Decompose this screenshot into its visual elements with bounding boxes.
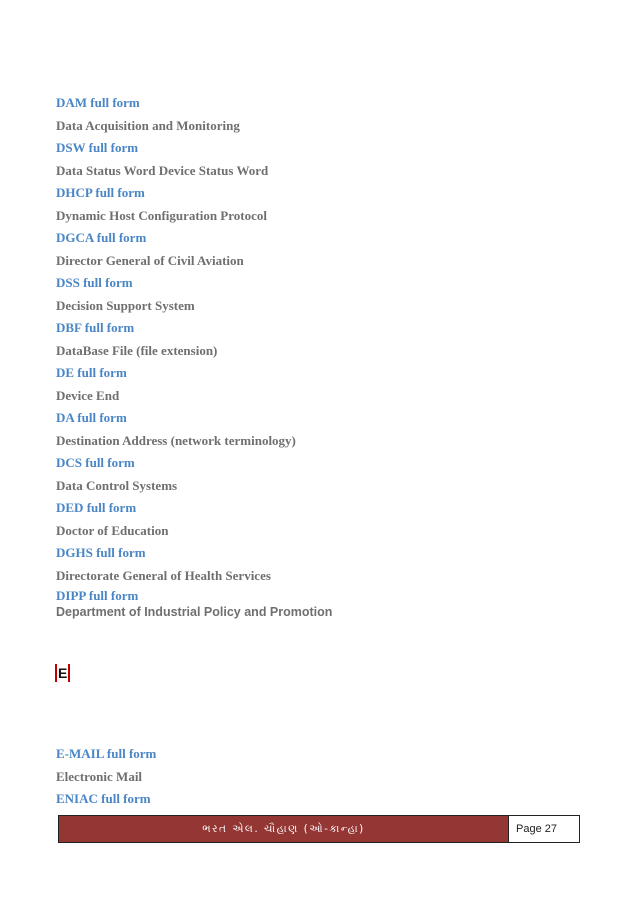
- glossary-entry: [56, 788, 576, 811]
- entry-meaning: Data Acquisition and Monitoring: [56, 117, 240, 133]
- entry-abbreviation: DAM full form: [56, 95, 140, 110]
- entry-meaning: Director General of Civil Aviation: [56, 252, 244, 268]
- entry-meaning: Decision Support System: [56, 297, 195, 313]
- entry-abbreviation: DIPP full form: [56, 588, 139, 603]
- glossary-entry: [56, 587, 576, 620]
- entry-meaning: Doctor of Education: [56, 522, 169, 538]
- entry-abbreviation: DSW full form: [56, 140, 139, 155]
- entry-abbreviation: DCS full form: [56, 455, 135, 470]
- entry-abbreviation: DGHS full form: [56, 545, 146, 560]
- entry-abbreviation: ENIAC full form: [56, 791, 151, 806]
- entry-abbreviation: DED full form: [56, 500, 137, 515]
- glossary-entry: [56, 497, 576, 542]
- entry-meaning: Data Status Word Device Status Word: [56, 162, 269, 178]
- entry-meaning: Destination Address (network terminology): [56, 432, 296, 448]
- entry-abbreviation: DBF full form: [56, 320, 135, 335]
- entry-abbreviation: DHCP full form: [56, 185, 145, 200]
- glossary-list-e: [56, 743, 576, 811]
- page-number: Page 27: [516, 823, 557, 835]
- glossary-entry: [56, 317, 576, 362]
- glossary-entry: [56, 272, 576, 317]
- glossary-list-d: [56, 92, 576, 620]
- entry-abbreviation: DSS full form: [56, 275, 133, 290]
- glossary-entry: [56, 182, 576, 227]
- glossary-entry: [56, 227, 576, 272]
- glossary-entry: [56, 542, 576, 587]
- glossary-entry: [56, 137, 576, 182]
- entry-meaning: Device End: [56, 387, 120, 403]
- entry-meaning: Electronic Mail: [56, 768, 143, 784]
- glossary-entry: [56, 362, 576, 407]
- entry-meaning: Department of Industrial Policy and Promotion: [56, 605, 333, 619]
- entry-meaning: Data Control Systems: [56, 477, 178, 493]
- entry-meaning: DataBase File (file extension): [56, 342, 218, 358]
- entry-abbreviation: DA full form: [56, 410, 127, 425]
- glossary-entry: [56, 452, 576, 497]
- entry-abbreviation: DGCA full form: [56, 230, 147, 245]
- entry-abbreviation: DE full form: [56, 365, 127, 380]
- entry-meaning: Directorate General of Health Services: [56, 567, 271, 583]
- footer-author: ભરત એલ. ચૌહાણ (ઓ-કાન્હા): [59, 816, 509, 842]
- glossary-entry: [56, 92, 576, 137]
- entry-meaning: Dynamic Host Configuration Protocol: [56, 207, 267, 223]
- section-heading-letter: E: [55, 664, 70, 682]
- glossary-entry: [56, 743, 576, 788]
- entry-abbreviation: E-MAIL full form: [56, 746, 157, 761]
- page-footer: [58, 815, 580, 843]
- glossary-entry: [56, 407, 576, 452]
